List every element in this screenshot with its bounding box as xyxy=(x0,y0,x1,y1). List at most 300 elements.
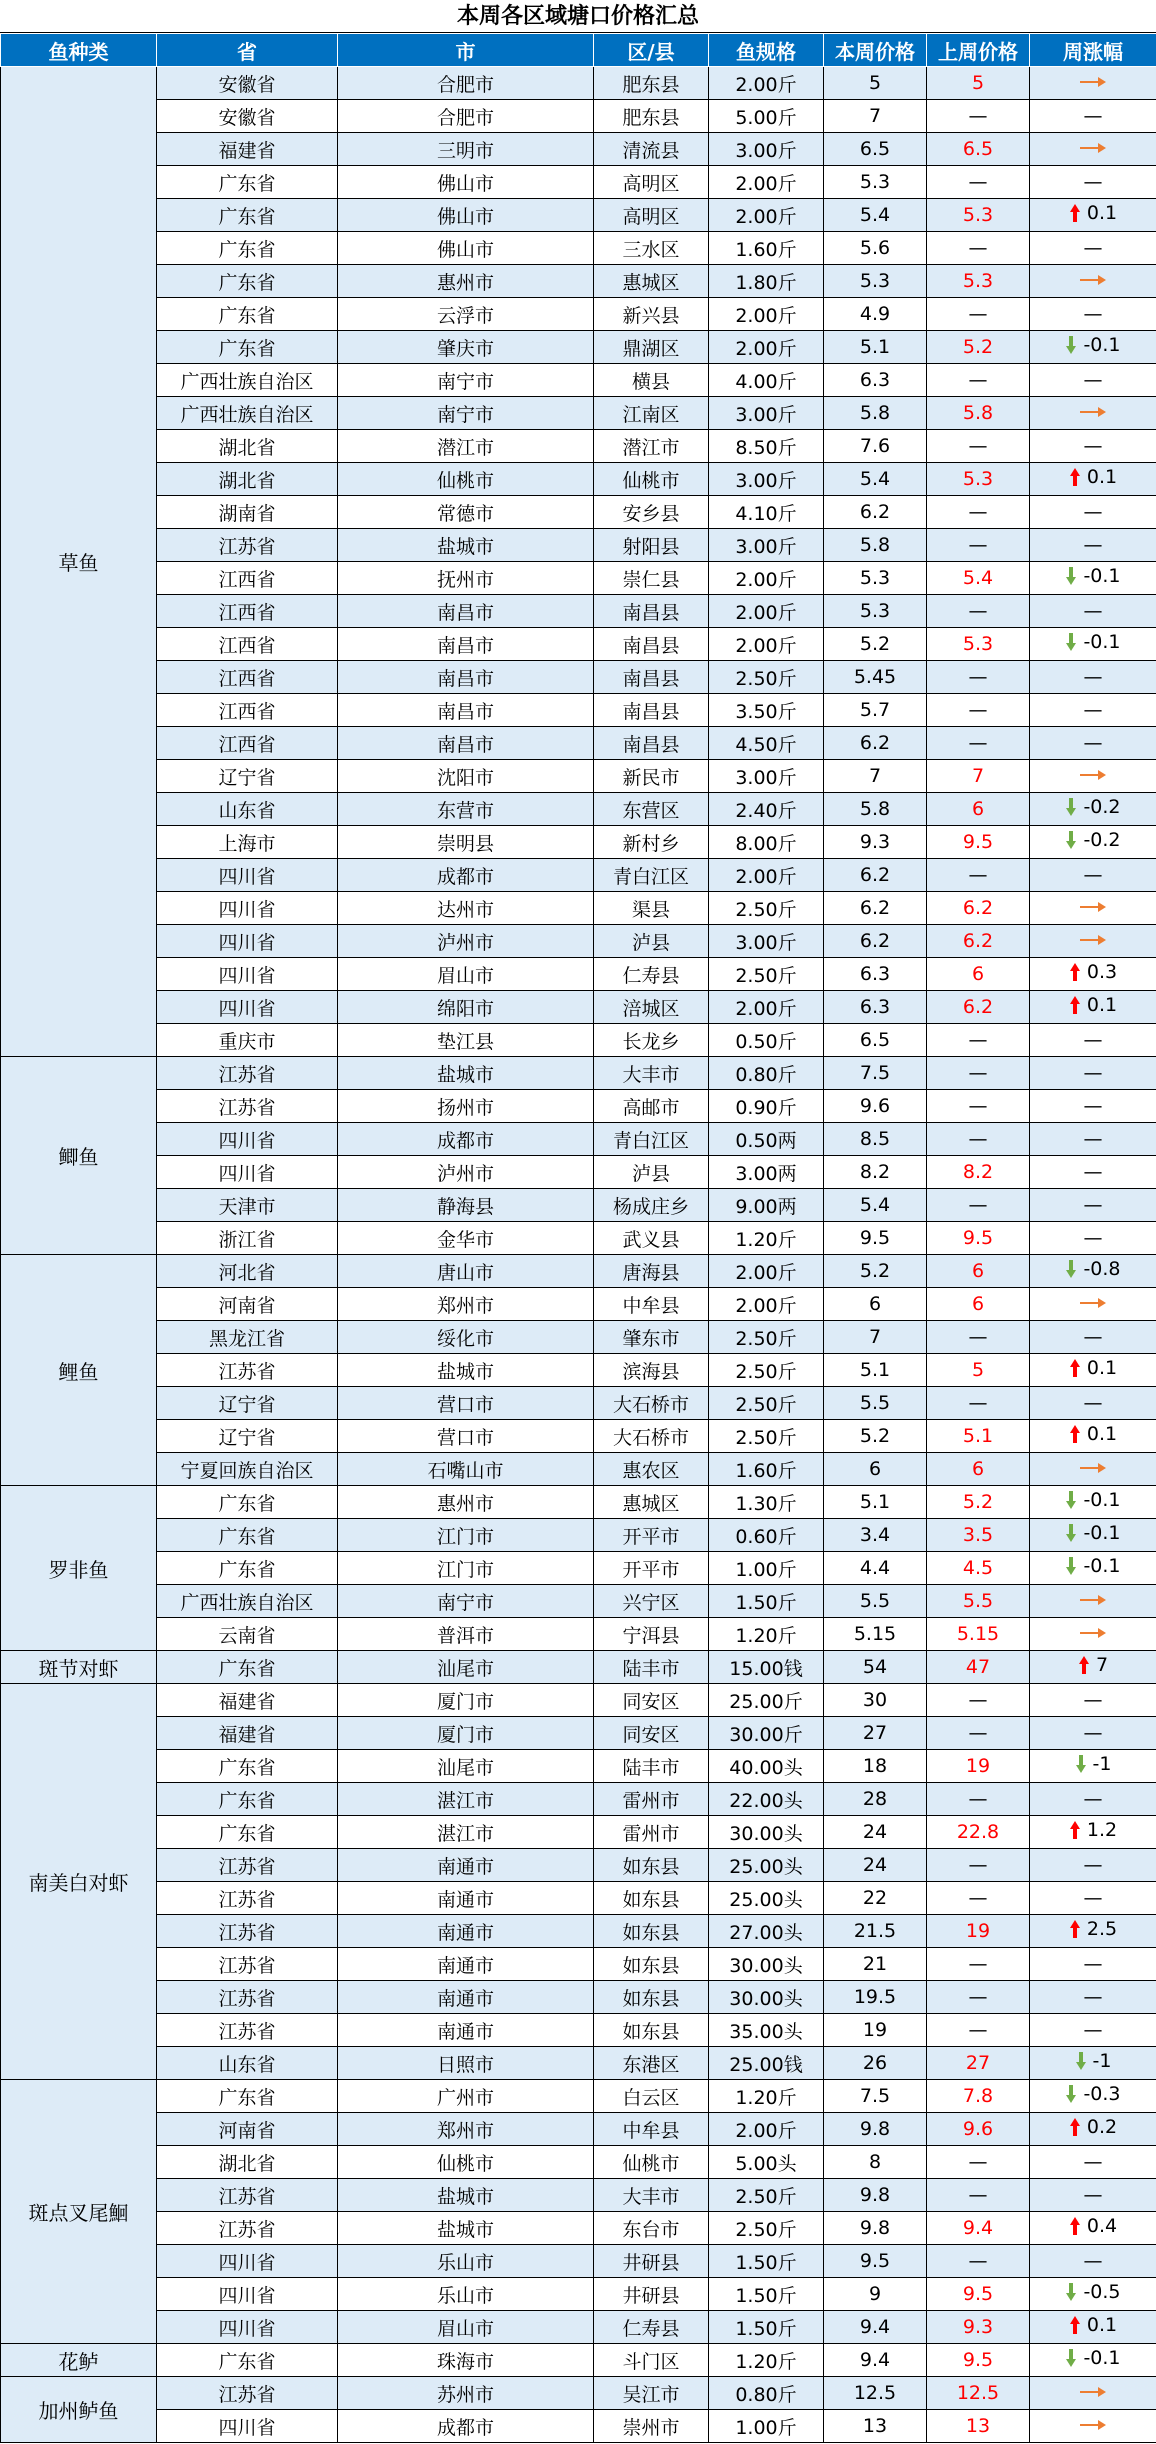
fish-type-cell: 斑点叉尾鮰 xyxy=(1,2080,157,2344)
last-week-price-cell: 5.3 xyxy=(927,628,1030,661)
this-week-price-cell: 7 xyxy=(824,1321,927,1354)
last-week-price-cell: — xyxy=(927,1882,1030,1915)
this-week-price-cell: 5.3 xyxy=(824,562,927,595)
change-value: -0.3 xyxy=(1083,2083,1121,2105)
district-cell: 仙桃市 xyxy=(594,463,709,496)
change-indicator xyxy=(1069,1918,1117,1940)
district-cell: 肇东市 xyxy=(594,1321,709,1354)
arrow-down-icon xyxy=(1065,1490,1077,1510)
province-cell: 安徽省 xyxy=(157,67,338,100)
table-row xyxy=(1,1189,1156,1222)
spec-cell: 1.60斤 xyxy=(709,1453,824,1486)
district-cell: 泸县 xyxy=(594,1156,709,1189)
arrow-right-icon xyxy=(1079,2418,1107,2432)
change-value: 0.1 xyxy=(1086,994,1118,1016)
province-cell: 广西壮族自治区 xyxy=(157,1585,338,1618)
district-cell: 井研县 xyxy=(594,2278,709,2311)
weekly-change-cell xyxy=(1030,1420,1156,1453)
arrow-up-icon xyxy=(1069,1424,1081,1444)
province-cell: 广东省 xyxy=(157,1783,338,1816)
last-week-price-cell: — xyxy=(927,529,1030,562)
change-value: — xyxy=(1083,369,1103,391)
table-row xyxy=(1,2410,1156,2443)
last-week-price-cell: 5.15 xyxy=(927,1618,1030,1651)
header-this-week: 本周价格 xyxy=(824,34,927,67)
table-row xyxy=(1,1222,1156,1255)
spec-cell: 2.50斤 xyxy=(709,2179,824,2212)
district-cell: 雷州市 xyxy=(594,1783,709,1816)
change-value: — xyxy=(1083,1062,1103,1084)
province-cell: 江苏省 xyxy=(157,1090,338,1123)
weekly-change-cell xyxy=(1030,1750,1156,1783)
province-cell: 黑龙江省 xyxy=(157,1321,338,1354)
city-cell: 合肥市 xyxy=(338,100,594,133)
province-cell: 福建省 xyxy=(157,133,338,166)
spec-cell: 0.90斤 xyxy=(709,1090,824,1123)
change-value: -0.8 xyxy=(1083,1258,1121,1280)
district-cell: 陆丰市 xyxy=(594,1651,709,1684)
change-indicator xyxy=(1069,994,1117,1016)
district-cell: 东台市 xyxy=(594,2212,709,2245)
city-cell: 南昌市 xyxy=(338,661,594,694)
province-cell: 江西省 xyxy=(157,628,338,661)
table-row xyxy=(1,199,1156,232)
last-week-price-cell: 6.5 xyxy=(927,133,1030,166)
this-week-price-cell: 19 xyxy=(824,2014,927,2047)
table-row xyxy=(1,1849,1156,1882)
arrow-up-icon xyxy=(1069,1358,1081,1378)
weekly-change-cell xyxy=(1030,958,1156,991)
this-week-price-cell: 5.4 xyxy=(824,1189,927,1222)
this-week-price-cell: 6.3 xyxy=(824,991,927,1024)
change-indicator xyxy=(1065,1555,1120,1577)
change-value: 7 xyxy=(1095,1654,1109,1676)
weekly-change-cell xyxy=(1030,1222,1156,1255)
table-row xyxy=(1,2344,1156,2377)
arrow-up-icon xyxy=(1069,995,1081,1015)
change-value: — xyxy=(1083,303,1103,325)
city-cell: 佛山市 xyxy=(338,166,594,199)
this-week-price-cell: 6.2 xyxy=(824,892,927,925)
last-week-price-cell: 9.5 xyxy=(927,2278,1030,2311)
last-week-price-cell: — xyxy=(927,1189,1030,1222)
city-cell: 南昌市 xyxy=(338,727,594,760)
spec-cell: 25.00头 xyxy=(709,1849,824,1882)
province-cell: 广东省 xyxy=(157,1486,338,1519)
district-cell: 横县 xyxy=(594,364,709,397)
change-indicator xyxy=(1075,2050,1112,2072)
province-cell: 江西省 xyxy=(157,727,338,760)
table-row xyxy=(1,1684,1156,1717)
weekly-change-cell xyxy=(1030,2377,1156,2410)
province-cell: 广西壮族自治区 xyxy=(157,397,338,430)
weekly-change-cell xyxy=(1030,1717,1156,1750)
last-week-price-cell: 5 xyxy=(927,67,1030,100)
spec-cell: 2.50斤 xyxy=(709,958,824,991)
weekly-change-cell xyxy=(1030,826,1156,859)
district-cell: 陆丰市 xyxy=(594,1750,709,1783)
spec-cell: 2.00斤 xyxy=(709,595,824,628)
this-week-price-cell: 9.4 xyxy=(824,2344,927,2377)
city-cell: 盐城市 xyxy=(338,2212,594,2245)
change-value: -0.1 xyxy=(1083,1522,1121,1544)
change-indicator xyxy=(1065,2347,1120,2369)
this-week-price-cell: 3.4 xyxy=(824,1519,927,1552)
spec-cell: 2.00斤 xyxy=(709,331,824,364)
last-week-price-cell: — xyxy=(927,1948,1030,1981)
province-cell: 湖北省 xyxy=(157,463,338,496)
change-value: -0.1 xyxy=(1083,1489,1121,1511)
this-week-price-cell: 5.1 xyxy=(824,1486,927,1519)
district-cell: 如东县 xyxy=(594,1882,709,1915)
change-value: — xyxy=(1083,732,1103,754)
last-week-price-cell: 7.8 xyxy=(927,2080,1030,2113)
weekly-change-cell xyxy=(1030,2047,1156,2080)
weekly-change-cell xyxy=(1030,496,1156,529)
spec-cell: 2.00斤 xyxy=(709,562,824,595)
this-week-price-cell: 6.5 xyxy=(824,133,927,166)
change-indicator xyxy=(1069,2215,1117,2237)
province-cell: 湖南省 xyxy=(157,496,338,529)
city-cell: 盐城市 xyxy=(338,2179,594,2212)
city-cell: 佛山市 xyxy=(338,232,594,265)
spec-cell: 1.30斤 xyxy=(709,1486,824,1519)
province-cell: 浙江省 xyxy=(157,1222,338,1255)
change-indicator xyxy=(1079,1626,1107,1640)
district-cell: 清流县 xyxy=(594,133,709,166)
district-cell: 渠县 xyxy=(594,892,709,925)
city-cell: 泸州市 xyxy=(338,1156,594,1189)
weekly-change-cell xyxy=(1030,1123,1156,1156)
district-cell: 宁洱县 xyxy=(594,1618,709,1651)
weekly-change-cell xyxy=(1030,2113,1156,2146)
table-row xyxy=(1,694,1156,727)
arrow-down-icon xyxy=(1065,2282,1077,2302)
spec-cell: 3.50斤 xyxy=(709,694,824,727)
spec-cell: 2.50斤 xyxy=(709,1354,824,1387)
spec-cell: 15.00钱 xyxy=(709,1651,824,1684)
change-indicator xyxy=(1065,1489,1120,1511)
district-cell: 高明区 xyxy=(594,199,709,232)
change-value: 0.1 xyxy=(1086,2314,1118,2336)
last-week-price-cell: — xyxy=(927,1387,1030,1420)
district-cell: 如东县 xyxy=(594,1915,709,1948)
province-cell: 江西省 xyxy=(157,562,338,595)
weekly-change-cell xyxy=(1030,694,1156,727)
city-cell: 抚州市 xyxy=(338,562,594,595)
city-cell: 乐山市 xyxy=(338,2278,594,2311)
spec-cell: 1.20斤 xyxy=(709,2080,824,2113)
table-row xyxy=(1,1651,1156,1684)
last-week-price-cell: 5 xyxy=(927,1354,1030,1387)
change-indicator xyxy=(1069,2314,1117,2336)
province-cell: 四川省 xyxy=(157,2278,338,2311)
table-row xyxy=(1,2212,1156,2245)
district-cell: 南昌县 xyxy=(594,661,709,694)
last-week-price-cell: — xyxy=(927,1123,1030,1156)
province-cell: 广东省 xyxy=(157,2344,338,2377)
table-row xyxy=(1,2047,1156,2080)
last-week-price-cell: — xyxy=(927,1684,1030,1717)
city-cell: 仙桃市 xyxy=(338,463,594,496)
district-cell: 开平市 xyxy=(594,1519,709,1552)
change-value: — xyxy=(1083,699,1103,721)
city-cell: 佛山市 xyxy=(338,199,594,232)
province-cell: 辽宁省 xyxy=(157,1420,338,1453)
province-cell: 重庆市 xyxy=(157,1024,338,1057)
district-cell: 南昌县 xyxy=(594,628,709,661)
change-value: — xyxy=(1083,2184,1103,2206)
weekly-change-cell xyxy=(1030,199,1156,232)
weekly-change-cell xyxy=(1030,430,1156,463)
table-row xyxy=(1,1057,1156,1090)
this-week-price-cell: 24 xyxy=(824,1816,927,1849)
spec-cell: 1.50斤 xyxy=(709,2278,824,2311)
table-row xyxy=(1,1354,1156,1387)
province-cell: 天津市 xyxy=(157,1189,338,1222)
table-row xyxy=(1,265,1156,298)
this-week-price-cell: 5.3 xyxy=(824,265,927,298)
this-week-price-cell: 8.2 xyxy=(824,1156,927,1189)
arrow-up-icon xyxy=(1069,2216,1081,2236)
spec-cell: 30.00头 xyxy=(709,1816,824,1849)
this-week-price-cell: 9.6 xyxy=(824,1090,927,1123)
province-cell: 湖北省 xyxy=(157,430,338,463)
header-district: 区/县 xyxy=(594,34,709,67)
city-cell: 南通市 xyxy=(338,1882,594,1915)
weekly-change-cell xyxy=(1030,1915,1156,1948)
price-table xyxy=(0,33,1156,2443)
weekly-change-cell xyxy=(1030,1618,1156,1651)
district-cell: 东港区 xyxy=(594,2047,709,2080)
city-cell: 仙桃市 xyxy=(338,2146,594,2179)
table-row xyxy=(1,2179,1156,2212)
spec-cell: 1.00斤 xyxy=(709,1552,824,1585)
province-cell: 江苏省 xyxy=(157,1849,338,1882)
table-row xyxy=(1,2245,1156,2278)
this-week-price-cell: 6.2 xyxy=(824,727,927,760)
last-week-price-cell: 6 xyxy=(927,1453,1030,1486)
table-row xyxy=(1,1618,1156,1651)
weekly-change-cell xyxy=(1030,1288,1156,1321)
weekly-change-cell xyxy=(1030,925,1156,958)
last-week-price-cell: 6 xyxy=(927,958,1030,991)
table-title: 本周各区域塘口价格汇总 xyxy=(0,0,1156,33)
city-cell: 惠州市 xyxy=(338,265,594,298)
change-indicator xyxy=(1065,1522,1120,1544)
district-cell: 高明区 xyxy=(594,166,709,199)
city-cell: 唐山市 xyxy=(338,1255,594,1288)
spec-cell: 2.50斤 xyxy=(709,1420,824,1453)
city-cell: 乐山市 xyxy=(338,2245,594,2278)
district-cell: 井研县 xyxy=(594,2245,709,2278)
spec-cell: 2.00斤 xyxy=(709,1288,824,1321)
table-row xyxy=(1,331,1156,364)
arrow-down-icon xyxy=(1065,566,1077,586)
last-week-price-cell: 12.5 xyxy=(927,2377,1030,2410)
province-cell: 广西壮族自治区 xyxy=(157,364,338,397)
change-value: — xyxy=(1083,171,1103,193)
change-indicator xyxy=(1065,565,1120,587)
spec-cell: 1.20斤 xyxy=(709,1222,824,1255)
district-cell: 长龙乡 xyxy=(594,1024,709,1057)
weekly-change-cell xyxy=(1030,1024,1156,1057)
table-row xyxy=(1,1519,1156,1552)
spec-cell: 3.00斤 xyxy=(709,463,824,496)
district-cell: 江南区 xyxy=(594,397,709,430)
district-cell: 惠农区 xyxy=(594,1453,709,1486)
table-row xyxy=(1,298,1156,331)
this-week-price-cell: 5.2 xyxy=(824,1255,927,1288)
header-city: 市 xyxy=(338,34,594,67)
province-cell: 四川省 xyxy=(157,2311,338,2344)
change-value: — xyxy=(1083,1887,1103,1909)
city-cell: 惠州市 xyxy=(338,1486,594,1519)
province-cell: 江苏省 xyxy=(157,2014,338,2047)
this-week-price-cell: 7 xyxy=(824,760,927,793)
change-value: — xyxy=(1083,666,1103,688)
arrow-right-icon xyxy=(1079,768,1107,782)
district-cell: 如东县 xyxy=(594,1948,709,1981)
last-week-price-cell: — xyxy=(927,430,1030,463)
table-row xyxy=(1,397,1156,430)
change-value: 2.5 xyxy=(1086,1918,1118,1940)
arrow-right-icon xyxy=(1079,1593,1107,1607)
district-cell: 南昌县 xyxy=(594,694,709,727)
weekly-change-cell xyxy=(1030,232,1156,265)
spec-cell: 2.00斤 xyxy=(709,199,824,232)
weekly-change-cell xyxy=(1030,760,1156,793)
spec-cell: 2.50斤 xyxy=(709,892,824,925)
city-cell: 眉山市 xyxy=(338,2311,594,2344)
weekly-change-cell xyxy=(1030,595,1156,628)
spec-cell: 2.00斤 xyxy=(709,2113,824,2146)
last-week-price-cell: — xyxy=(927,496,1030,529)
spec-cell: 25.00头 xyxy=(709,1882,824,1915)
spec-cell: 0.80斤 xyxy=(709,2377,824,2410)
last-week-price-cell: 5.4 xyxy=(927,562,1030,595)
province-cell: 四川省 xyxy=(157,2245,338,2278)
table-row xyxy=(1,595,1156,628)
last-week-price-cell: 6 xyxy=(927,1255,1030,1288)
weekly-change-cell xyxy=(1030,892,1156,925)
last-week-price-cell: — xyxy=(927,2146,1030,2179)
province-cell: 广东省 xyxy=(157,265,338,298)
city-cell: 江门市 xyxy=(338,1552,594,1585)
district-cell: 东营区 xyxy=(594,793,709,826)
this-week-price-cell: 6.2 xyxy=(824,859,927,892)
last-week-price-cell: 9.5 xyxy=(927,826,1030,859)
table-row xyxy=(1,430,1156,463)
this-week-price-cell: 7.5 xyxy=(824,1057,927,1090)
last-week-price-cell: — xyxy=(927,166,1030,199)
spec-cell: 2.00斤 xyxy=(709,859,824,892)
this-week-price-cell: 54 xyxy=(824,1651,927,1684)
city-cell: 南通市 xyxy=(338,1981,594,2014)
province-cell: 云南省 xyxy=(157,1618,338,1651)
weekly-change-cell xyxy=(1030,1519,1156,1552)
city-cell: 潜江市 xyxy=(338,430,594,463)
district-cell: 中牟县 xyxy=(594,2113,709,2146)
province-cell: 四川省 xyxy=(157,925,338,958)
district-cell: 白云区 xyxy=(594,2080,709,2113)
arrow-down-icon xyxy=(1065,1556,1077,1576)
table-row xyxy=(1,2113,1156,2146)
spec-cell: 3.00斤 xyxy=(709,760,824,793)
table-row xyxy=(1,2377,1156,2410)
change-value: — xyxy=(1083,2019,1103,2041)
province-cell: 广东省 xyxy=(157,1519,338,1552)
arrow-down-icon xyxy=(1065,1259,1077,1279)
last-week-price-cell: — xyxy=(927,2179,1030,2212)
this-week-price-cell: 21.5 xyxy=(824,1915,927,1948)
district-cell: 中牟县 xyxy=(594,1288,709,1321)
province-cell: 四川省 xyxy=(157,892,338,925)
city-cell: 云浮市 xyxy=(338,298,594,331)
this-week-price-cell: 5.7 xyxy=(824,694,927,727)
table-row xyxy=(1,166,1156,199)
table-row xyxy=(1,1486,1156,1519)
weekly-change-cell xyxy=(1030,661,1156,694)
spec-cell: 2.00斤 xyxy=(709,67,824,100)
change-value: — xyxy=(1083,864,1103,886)
change-value: — xyxy=(1083,1854,1103,1876)
spec-cell: 25.00斤 xyxy=(709,1684,824,1717)
arrow-up-icon xyxy=(1078,1655,1090,1675)
district-cell: 斗门区 xyxy=(594,2344,709,2377)
spec-cell: 1.50斤 xyxy=(709,2245,824,2278)
city-cell: 营口市 xyxy=(338,1387,594,1420)
weekly-change-cell xyxy=(1030,793,1156,826)
spec-cell: 9.00两 xyxy=(709,1189,824,1222)
province-cell: 江苏省 xyxy=(157,2179,338,2212)
table-row xyxy=(1,133,1156,166)
table-row xyxy=(1,1387,1156,1420)
last-week-price-cell: 19 xyxy=(927,1750,1030,1783)
city-cell: 盐城市 xyxy=(338,529,594,562)
weekly-change-cell xyxy=(1030,1882,1156,1915)
city-cell: 汕尾市 xyxy=(338,1750,594,1783)
province-cell: 江苏省 xyxy=(157,1354,338,1387)
weekly-change-cell xyxy=(1030,2080,1156,2113)
this-week-price-cell: 22 xyxy=(824,1882,927,1915)
last-week-price-cell: — xyxy=(927,100,1030,133)
city-cell: 湛江市 xyxy=(338,1783,594,1816)
province-cell: 广东省 xyxy=(157,1552,338,1585)
fish-type-cell: 斑节对虾 xyxy=(1,1651,157,1684)
last-week-price-cell: — xyxy=(927,232,1030,265)
spec-cell: 1.80斤 xyxy=(709,265,824,298)
change-value: -1 xyxy=(1092,2050,1112,2072)
spec-cell: 4.50斤 xyxy=(709,727,824,760)
spec-cell: 40.00头 xyxy=(709,1750,824,1783)
spec-cell: 3.00斤 xyxy=(709,133,824,166)
weekly-change-cell xyxy=(1030,2410,1156,2443)
fish-type-cell: 南美白对虾 xyxy=(1,1684,157,2080)
spec-cell: 2.50斤 xyxy=(709,661,824,694)
table-row xyxy=(1,496,1156,529)
change-value: -0.1 xyxy=(1083,2347,1121,2369)
last-week-price-cell: 6 xyxy=(927,793,1030,826)
last-week-price-cell: 3.5 xyxy=(927,1519,1030,1552)
arrow-down-icon xyxy=(1065,2348,1077,2368)
this-week-price-cell: 5 xyxy=(824,67,927,100)
table-row xyxy=(1,2278,1156,2311)
change-indicator xyxy=(1079,2385,1107,2399)
this-week-price-cell: 28 xyxy=(824,1783,927,1816)
spec-cell: 0.50两 xyxy=(709,1123,824,1156)
this-week-price-cell: 5.8 xyxy=(824,529,927,562)
